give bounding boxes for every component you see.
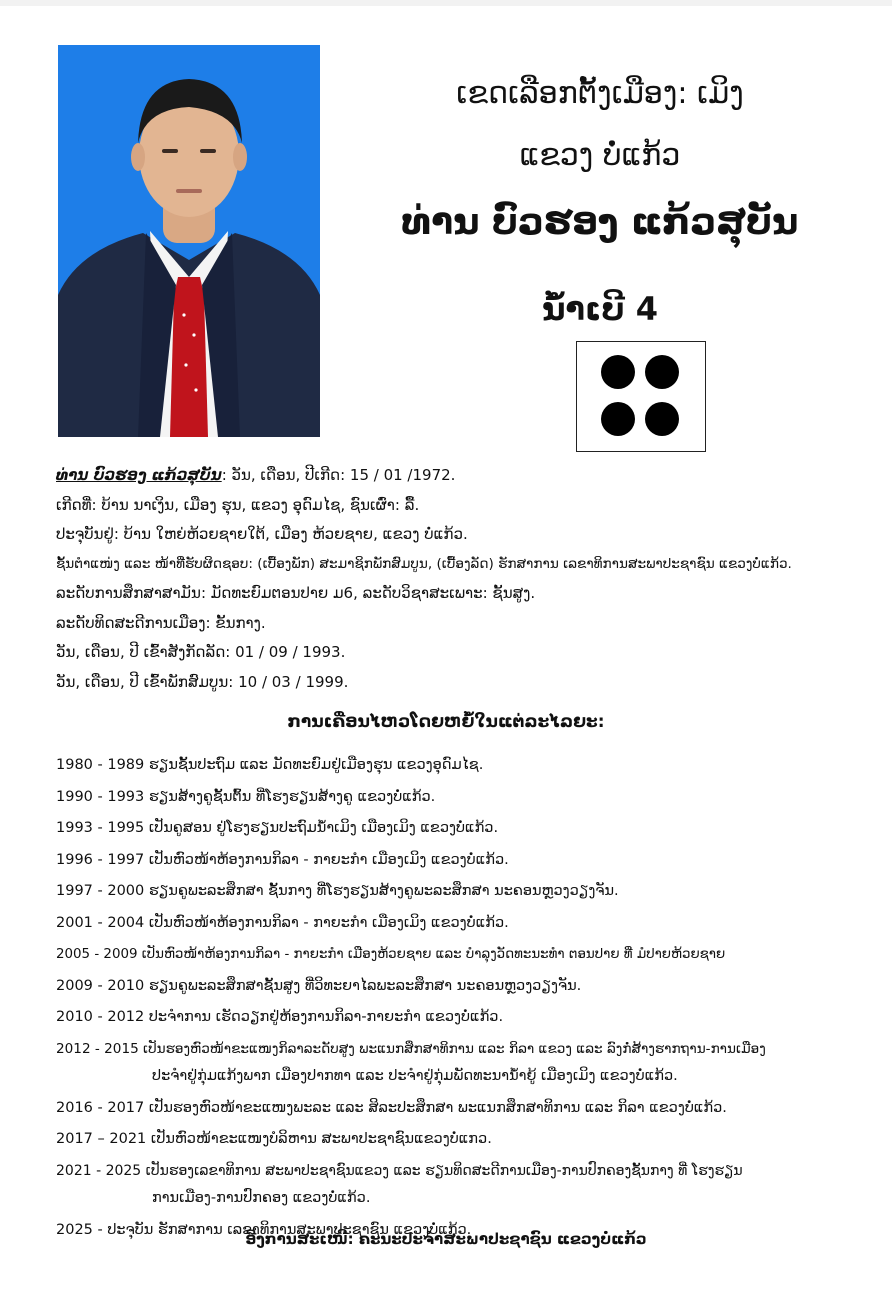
source-footer: ອີງການສະເໜີ: ຄະນະປະຈຳສະພາປະຊາຊົນ ແຂວງບໍ່ແກ້ວ	[245, 1230, 647, 1248]
candidate-poster	[0, 6, 892, 1299]
bio-line: ປະຈຸບັນຢູ່: ບ້ານ ໃຫຍ່ຫ້ວຍຊາຍໃຕ້, ເມືອງ ຫ້ວຍຊາຍ, ແຂວງ ບໍ່ແກ້ວ.	[56, 525, 468, 543]
bio-line: ລະດັບທິດສະດີການເມືອງ: ຂັ້ນກາງ.	[56, 613, 266, 632]
candidate-name: ທ່ານ ບົວຮອງ ແກ້ວສຸບັນ	[401, 202, 799, 243]
bio-line: ລະດັບການສຶກສາສາມັນ: ມັດທະຍົມຕອນປາຍ ມ6, ລະດັບວິຊາສະເພາະ: ຊັ້ນສູງ.	[56, 584, 536, 602]
career-item: 2025 - ປະຈຸບັນ ຮັກສາການ ເລຂາທິການສະພາປະຊາຊົນ ແຂວງບໍ່ແກ້ວ.	[56, 1221, 472, 1238]
career-item: 2009 - 2010 ຮຽນຄູພະລະສຶກສາຊັ້ນສູງ ທີ່ວິທະຍາໄລພະລະສຶກສາ ນະຄອນຫຼວງວຽງຈັນ.	[56, 977, 582, 994]
career-list	[56, 750, 876, 1246]
career-item: 2010 - 2012 ປະຈຳການ ເຮັດວຽກຢູ່ຫ້ອງການກິລາ-ກາຍະກຳ ແຂວງບໍ່ແກ້ວ.	[56, 1009, 504, 1025]
career-item: 1990 - 1993 ຮຽນສ້າງຄູຊັ້ນຕົ້ນ ທີ່ໂຮງຮຽນສ້າງຄູ ແຂວງບໍ່ແກ້ວ.	[56, 788, 436, 805]
career-item: 1993 - 1995 ເປັນຄູສອນ ຢູ່ໂຮງຮຽນປະຖົມນ້ຳເມິງ ເມືອງເມິງ ແຂວງບໍ່ແກ້ວ.	[56, 820, 499, 836]
bio-name: ທ່ານ ບົວຮອງ ແກ້ວສຸບັນ	[56, 466, 222, 484]
province-heading: ແຂວງ ບໍ່ແກ້ວ	[519, 138, 681, 173]
candidate-photo	[58, 45, 320, 437]
bio-line-dob	[56, 461, 876, 491]
constituency-heading: ເຂດເລືອກຕັ້ງເມືອງ: ເມິງ	[456, 76, 744, 111]
career-item-continuation: ການເມືອງ-ການປົກຄອງ ແຂວງບໍ່ແກ້ວ.	[152, 1190, 371, 1206]
career-item: 1996 - 1997 ເປັນຫົວໜ້າຫ້ອງການກິລາ - ກາຍະກຳ ເມືອງເມິງ ແຂວງບໍ່ແກ້ວ.	[56, 851, 509, 868]
career-item: 2012 - 2015 ເປັນຮອງຫົວໜ້າຂະແໜງກິລາລະດັບສູງ ພະແນກສຶກສາທິການ ແລະ ກິລາ ແຂວງ ແລະ ລົງກໍ່ສ້າງຮາກຖານ-ການເມືອງ	[56, 1040, 766, 1057]
biography	[56, 461, 876, 697]
career-item: 2021 - 2025 ເປັນຮອງເລຂາທິການ ສະພາປະຊາຊົນແຂວງ ແລະ ຮຽນທິດສະດີການເມືອງ-ການປົກຄອງຊັ້ນກາງ ທີ່ ໂຮງຮຽນ	[56, 1162, 743, 1179]
four-dots-icon	[576, 341, 706, 452]
career-item: 2005 - 2009 ເປັນຫົວໜ້າຫ້ອງການກິລາ - ກາຍະກຳ ເມືອງຫ້ວຍຊາຍ ແລະ ບໍາລຸງວັດທະນະທຳ ຕອນປາຍ ທີ່ ມໍປາຍຫ້ວຍຊາຍ	[56, 947, 726, 962]
career-item: 1997 - 2000 ຮຽນຄູພະລະສຶກສາ ຊັ້ນກາງ ທີ່ໂຮງຮຽນສ້າງຄູພະລະສຶກສາ ນະຄອນຫຼວງວຽງຈັນ.	[56, 883, 619, 899]
career-item: 1980 - 1989 ຮຽນຊັ້ນປະຖົມ ແລະ ມັດທະຍົມຢູ່ເມືອງຮຸນ ແຂວງອຸດົມໄຊ.	[56, 757, 484, 773]
career-item: 2016 - 2017 ເປັນຮອງຫົວໜ້າຂະແໜງພະລະ ແລະ ສິລະປະສຶກສາ ພະແນກສຶກສາທິການ ແລະ ກິລາ ແຂວງບໍ່ແກ້ວ.	[56, 1099, 727, 1116]
career-item: 2001 - 2004 ເປັນຫົວໜ້າຫ້ອງການກິລາ - ກາຍະກຳ ເມືອງເມິງ ແຂວງບໍ່ແກ້ວ.	[56, 914, 509, 931]
bio-dob: : ວັນ, ເດືອນ, ປີເກີດ: 15 / 01 /1972.	[221, 466, 456, 484]
bio-line: ວັນ, ເດືອນ, ປີ ເຂົ້າພັກສົມບູນ: 10 / 03 / 1999.	[56, 672, 349, 691]
career-item-continuation: ປະຈຳຢູ່ກຸ່ມແກ້ງພາກ ເມືອງປາກທາ ແລະ ປະຈຳຢູ່ກຸ່ມພັດທະນານ້ຳຍູ້ ເມືອງເມິງ ແຂວງບໍ່ແກ້ວ.	[152, 1068, 678, 1084]
career-item: 2017 – 2021 ເປັນຫົວໜ້າຂະແໜງບໍລິຫານ ສະພາປະຊາຊົນແຂວງບໍ່ແກວ.	[56, 1131, 492, 1147]
bio-line: ເກີດທີ່: ບ້ານ ນາເງິນ, ເມືອງ ຮຸນ, ແຂວງ ອຸດົມໄຊ, ຊົນເຜົ່າ: ລື້.	[56, 495, 420, 514]
career-title: ການເຄື່ອນໄຫວໂດຍຫຍໍ້ໃນແຕ່ລະໄລຍະ:	[287, 712, 605, 732]
bio-line: ຊັ້ນຕຳແໜ່ງ ແລະ ໜ້າທີ່ຮັບຜິດຊອບ: (ເບື້ອງພັກ) ສະມາຊິກພັກສົມບູນ, (ເບື້ອງລັດ) ຮັກສາການ ເລຂາທິການສະພາປະຊາຊົນ ແຂວງບໍ່ແກ້ວ.	[56, 555, 792, 572]
bio-line: ວັນ, ເດືອນ, ປີ ເຂົ້າສັງກັດລັດ: 01 / 09 / 1993.	[56, 643, 346, 661]
candidate-number: ນ້ຳເບີ 4	[541, 290, 659, 328]
